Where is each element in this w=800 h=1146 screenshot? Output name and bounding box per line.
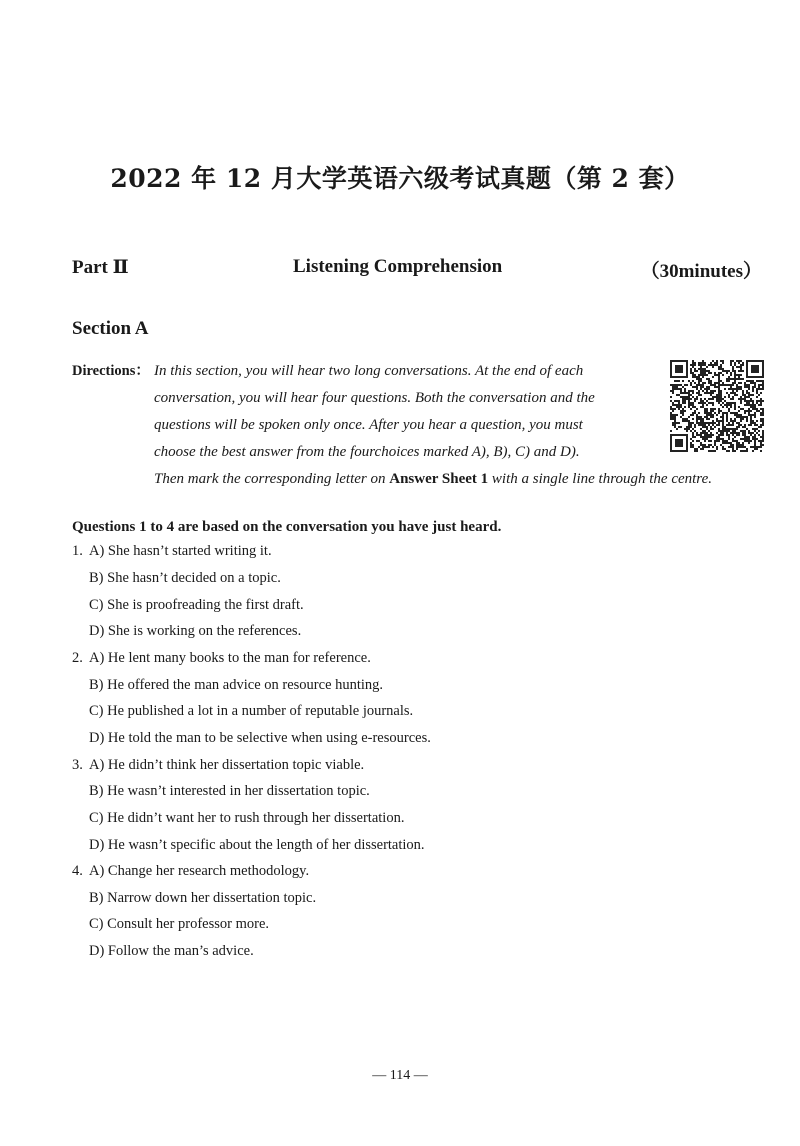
page-number: — 114 — [372,1068,428,1083]
question-number: 1. [72,543,83,559]
answer-option: D) He wasn’t specific about the length of her dissertation. [89,837,425,853]
directions-label: Directions： [72,363,150,379]
answer-option: B) He offered the man advice on resource hunting. [89,677,384,693]
part-label: Part Ⅱ [72,257,129,278]
question-number: 3. [72,757,83,773]
answer-option: C) He didn’t want her to rush through her dissertation. [89,810,405,826]
answer-option: C) Consult her professor more. [89,916,270,932]
question-number: 4. [72,863,83,879]
part-header [72,256,762,286]
section-heading: Section A [72,318,149,339]
directions-line: conversation, you will hear four questions. Both the conversation and the [154,390,595,406]
page-title: 2022 年 12 月大学英语六级考试真题（第 2 套） [110,164,690,193]
answer-option: B) He wasn’t interested in her dissertation topic. [89,783,370,799]
directions-line: choose the best answer from the fourchoices marked A), B), C) and D). [154,444,580,460]
answer-option: A) He lent many books to the man for reference. [89,650,371,666]
answer-option: C) He published a lot in a number of reputable journals. [89,703,414,719]
answer-option: D) She is working on the references. [89,623,302,639]
answer-sheet-label: Answer Sheet 1 [389,471,489,487]
directions-line: questions will be spoken only once. After you hear a question, you must [154,417,583,433]
answer-option: C) She is proofreading the first draft. [89,597,304,613]
qr-code-icon[interactable] [670,360,764,452]
answer-option: A) Change her research methodology. [89,863,310,879]
directions-text: Then mark the corresponding letter on [154,471,386,487]
directions-line [154,466,712,493]
directions-text: with a single line through the centre. [491,471,712,487]
questions-heading: Questions 1 to 4 are based on the conversation you have just heard. [72,519,502,535]
answer-option: A) She hasn’t started writing it. [89,543,272,559]
directions-line: In this section, you will hear two long conversations. At the end of each [154,363,584,379]
question-number: 2. [72,650,83,666]
answer-option: D) Follow the man’s advice. [89,943,254,959]
part-time: （30minutes） [640,261,762,282]
answer-option: B) She hasn’t decided on a topic. [89,570,281,586]
answer-option: B) Narrow down her dissertation topic. [89,890,317,906]
answer-option: A) He didn’t think her dissertation topic viable. [89,757,365,773]
answer-option: D) He told the man to be selective when using e-resources. [89,730,431,746]
part-name: Listening Comprehension [293,256,503,277]
